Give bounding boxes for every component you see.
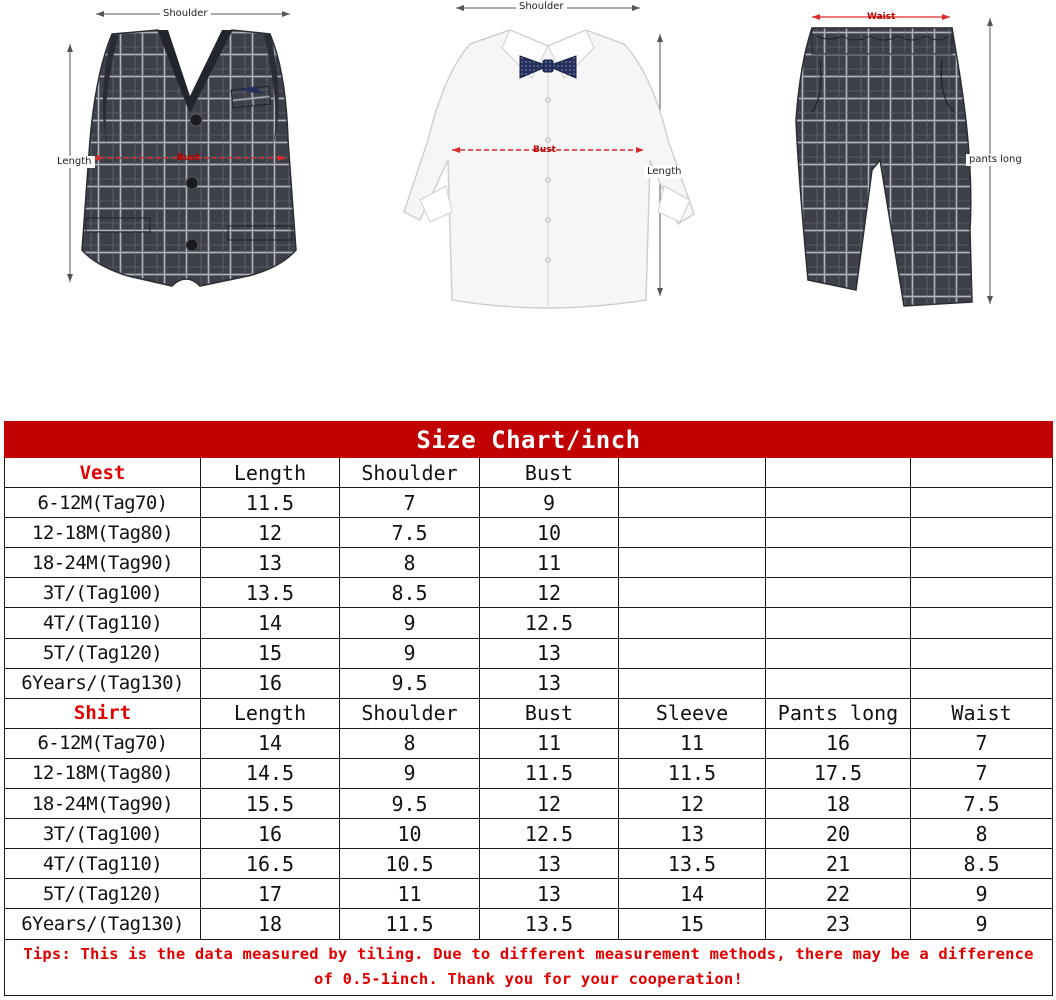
- vest-value-cell: [766, 488, 911, 518]
- shirt-size-row: [5, 909, 1053, 939]
- vest-value-cell: 9: [480, 488, 619, 518]
- shirt-value-cell: 20: [766, 819, 911, 849]
- vest-shoulder-label: Shoulder: [160, 8, 211, 20]
- shirt-value-cell: 11: [480, 728, 619, 758]
- shirt-value-cell: 9.5: [340, 789, 480, 819]
- vest-value-cell: 13: [201, 548, 340, 578]
- shirt-value-cell: 9: [340, 758, 480, 788]
- vest-header-cell: [911, 458, 1053, 488]
- shirt-header-cell: Pants long: [766, 698, 911, 728]
- shirt-value-cell: 7: [911, 758, 1053, 788]
- vest-value-cell: [619, 668, 766, 698]
- vest-size-cell: 6Years/(Tag130): [5, 668, 201, 698]
- shirt-value-cell: 17: [201, 879, 340, 909]
- shirt-value-cell: 11: [340, 879, 480, 909]
- shirt-value-cell: 8: [340, 728, 480, 758]
- vest-value-cell: 13.5: [201, 578, 340, 608]
- vest-value-cell: 13: [480, 638, 619, 668]
- vest-size-row: [5, 518, 1053, 548]
- shirt-value-cell: 18: [766, 789, 911, 819]
- shirt-length-label: Length: [644, 166, 685, 178]
- shirt-bust-label: Bust: [533, 145, 556, 155]
- shirt-value-cell: 13.5: [480, 909, 619, 939]
- vest-value-cell: 16: [201, 668, 340, 698]
- vest-value-cell: [766, 608, 911, 638]
- shirt-value-cell: 22: [766, 879, 911, 909]
- vest-value-cell: 8.5: [340, 578, 480, 608]
- product-illustration: [0, 0, 1056, 400]
- vest-value-cell: 9.5: [340, 668, 480, 698]
- vest-size-row: [5, 548, 1053, 578]
- vest-value-cell: 10: [480, 518, 619, 548]
- vest-header-row: [5, 458, 1053, 488]
- vest-value-cell: [619, 638, 766, 668]
- vest-value-cell: [766, 668, 911, 698]
- shirt-value-cell: 7: [911, 728, 1053, 758]
- vest-header-cell: [619, 458, 766, 488]
- product-figure: [0, 0, 1056, 400]
- shirt-value-cell: 9: [911, 909, 1053, 939]
- shirt-value-cell: 15: [619, 909, 766, 939]
- shirt-value-cell: 21: [766, 849, 911, 879]
- shirt-value-cell: 8.5: [911, 849, 1053, 879]
- vest-value-cell: [619, 518, 766, 548]
- shirt-size-cell: 3T/(Tag100): [5, 819, 201, 849]
- shirt-size-row: [5, 789, 1053, 819]
- vest-size-row: [5, 578, 1053, 608]
- vest-value-cell: [619, 608, 766, 638]
- vest-size-row: [5, 638, 1053, 668]
- vest-value-cell: 15: [201, 638, 340, 668]
- shirt-section-label: Shirt: [5, 698, 201, 728]
- vest-value-cell: [619, 578, 766, 608]
- vest-value-cell: [911, 488, 1053, 518]
- vest-header-cell: Bust: [480, 458, 619, 488]
- shirt-value-cell: 13: [619, 819, 766, 849]
- shirt-value-cell: 16: [766, 728, 911, 758]
- shirt-value-cell: 18: [201, 909, 340, 939]
- shirt-header-cell: Length: [201, 698, 340, 728]
- vest-header-cell: [766, 458, 911, 488]
- shirt-value-cell: 11: [619, 728, 766, 758]
- shirt-header-cell: Waist: [911, 698, 1053, 728]
- vest-value-cell: 11.5: [201, 488, 340, 518]
- vest-size-cell: 18-24M(Tag90): [5, 548, 201, 578]
- shirt-size-cell: 4T/(Tag110): [5, 849, 201, 879]
- chart-title: Size Chart/inch: [5, 422, 1053, 458]
- shirt-value-cell: 17.5: [766, 758, 911, 788]
- shirt-value-cell: 16.5: [201, 849, 340, 879]
- size-chart: [4, 421, 1052, 998]
- vest-size-cell: 6-12M(Tag70): [5, 488, 201, 518]
- shirt-value-cell: 11.5: [340, 909, 480, 939]
- vest-value-cell: [766, 518, 911, 548]
- vest-illustration: [67, 11, 296, 286]
- size-chart-table: [4, 421, 1053, 996]
- pants-illustration: [796, 14, 993, 306]
- shirt-header-row: [5, 698, 1053, 728]
- vest-value-cell: 7.5: [340, 518, 480, 548]
- vest-value-cell: 14: [201, 608, 340, 638]
- shirt-value-cell: 23: [766, 909, 911, 939]
- shirt-value-cell: 14: [619, 879, 766, 909]
- vest-value-cell: [619, 488, 766, 518]
- vest-size-cell: 12-18M(Tag80): [5, 518, 201, 548]
- shirt-size-cell: 6Years/(Tag130): [5, 909, 201, 939]
- shirt-value-cell: 13.5: [619, 849, 766, 879]
- vest-value-cell: 11: [480, 548, 619, 578]
- pants-long-label: pants long: [966, 154, 1025, 166]
- shirt-value-cell: 12: [480, 789, 619, 819]
- shirt-value-cell: 11.5: [619, 758, 766, 788]
- shirt-value-cell: 14.5: [201, 758, 340, 788]
- vest-size-cell: 3T/(Tag100): [5, 578, 201, 608]
- shirt-size-row: [5, 849, 1053, 879]
- vest-size-row: [5, 488, 1053, 518]
- shirt-header-cell: Shoulder: [340, 698, 480, 728]
- shirt-value-cell: 10: [340, 819, 480, 849]
- vest-header-cell: Shoulder: [340, 458, 480, 488]
- vest-value-cell: [911, 578, 1053, 608]
- shirt-value-cell: 13: [480, 879, 619, 909]
- vest-value-cell: [766, 548, 911, 578]
- shirt-size-row: [5, 819, 1053, 849]
- shirt-size-row: [5, 758, 1053, 788]
- vest-value-cell: 7: [340, 488, 480, 518]
- shirt-value-cell: 11.5: [480, 758, 619, 788]
- shirt-header-cell: Sleeve: [619, 698, 766, 728]
- vest-value-cell: 8: [340, 548, 480, 578]
- shirt-illustration: [404, 5, 694, 308]
- vest-section-label: Vest: [5, 458, 201, 488]
- shirt-value-cell: 16: [201, 819, 340, 849]
- vest-bust-label: Bust: [177, 153, 200, 163]
- vest-value-cell: [911, 638, 1053, 668]
- tips-row: [5, 939, 1053, 995]
- shirt-value-cell: 12.5: [480, 819, 619, 849]
- shirt-value-cell: 13: [480, 849, 619, 879]
- vest-size-cell: 5T/(Tag120): [5, 638, 201, 668]
- shirt-size-cell: 12-18M(Tag80): [5, 758, 201, 788]
- vest-value-cell: 9: [340, 638, 480, 668]
- vest-value-cell: 12: [480, 578, 619, 608]
- tips-note: Tips: This is the data measured by tiling. Due to different measurement methods, there may be a difference of 0.5-1inch. Thank you for your cooperation!: [5, 939, 1053, 995]
- vest-length-label: Length: [54, 156, 95, 168]
- shirt-size-cell: 6-12M(Tag70): [5, 728, 201, 758]
- shirt-size-cell: 18-24M(Tag90): [5, 789, 201, 819]
- shirt-header-cell: Bust: [480, 698, 619, 728]
- vest-value-cell: 13: [480, 668, 619, 698]
- vest-value-cell: [766, 578, 911, 608]
- vest-value-cell: [619, 548, 766, 578]
- shirt-shoulder-label: Shoulder: [516, 1, 567, 13]
- vest-value-cell: [766, 638, 911, 668]
- shirt-value-cell: 15.5: [201, 789, 340, 819]
- vest-value-cell: [911, 668, 1053, 698]
- vest-value-cell: 12: [201, 518, 340, 548]
- vest-value-cell: [911, 518, 1053, 548]
- shirt-value-cell: 7.5: [911, 789, 1053, 819]
- shirt-value-cell: 9: [911, 879, 1053, 909]
- shirt-size-row: [5, 728, 1053, 758]
- vest-size-row: [5, 668, 1053, 698]
- vest-header-cell: Length: [201, 458, 340, 488]
- vest-size-cell: 4T/(Tag110): [5, 608, 201, 638]
- shirt-value-cell: 8: [911, 819, 1053, 849]
- vest-value-cell: [911, 608, 1053, 638]
- vest-size-row: [5, 608, 1053, 638]
- shirt-value-cell: 14: [201, 728, 340, 758]
- vest-value-cell: 12.5: [480, 608, 619, 638]
- shirt-value-cell: 12: [619, 789, 766, 819]
- shirt-value-cell: 10.5: [340, 849, 480, 879]
- shirt-size-cell: 5T/(Tag120): [5, 879, 201, 909]
- vest-value-cell: [911, 548, 1053, 578]
- shirt-size-row: [5, 879, 1053, 909]
- vest-value-cell: 9: [340, 608, 480, 638]
- pants-waist-label: Waist: [867, 12, 896, 22]
- chart-title-row: [5, 422, 1053, 458]
